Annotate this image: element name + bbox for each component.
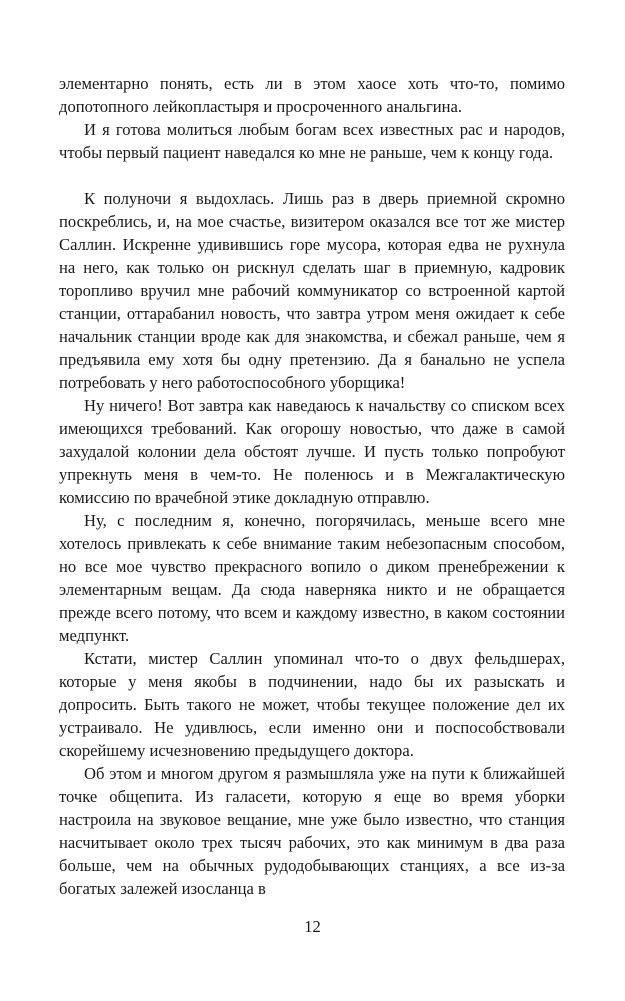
paragraph-3: К полуночи я выдохлась. Лишь раз в дверь приемной скромно поскреблись, и, на мое счастье, визитером оказался все тот же мистер Саллин. Искренне удивившись горе мусора, которая едва не рухнула на него, как только он рискнул сделать шаг в приемную, кадровик торопливо вручил мне рабочий коммуникатор со встроенной картой станции, оттарабанил новость, что завтра утром меня ожидает к себе начальник станции вроде как для знакомства, и сбежал раньше, чем я предъявила ему хотя бы одну претензию. Да я банально не успела потребовать у него работоспособного уборщика! [59,189,565,392]
paragraph-6: Кстати, мистер Саллин упоминал что-то о двух фельдшерах, которые у меня якобы в подчинении, надо бы их разыскать и допросить. Быть такого не может, чтобы текущее положение дел их устраивало. Не удивлюсь, если именно они и поспособствовали скорейшему исчезновению предыдущего доктора. [59,649,565,760]
page-number: 12 [304,917,321,936]
page-body [59,72,565,900]
paragraph-5: Ну, с последним я, конечно, погорячилась, меньше всего мне хотелось привлекать к себе внимание таким небезопасным способом, но все мое чувство прекрасного вопило о диком пренебрежении к элементарным вещам. Да сюда наверняка никто и не обращается прежде всего потому, что всем и каждому известно, в каком состоянии медпункт. [59,511,565,645]
paragraph-4: Ну ничего! Вот завтра как наведаюсь к начальству со списком всех имеющихся требований. Как огорошу новостью, что даже в самой захудалой колонии дела обстоят лучше. И пусть только попробуют упрекнуть меня в чем-то. Не поленюсь и в Межгалактическую комиссию по врачебной этике докладную отправлю. [59,396,565,507]
paragraph-1: элементарно понять, есть ли в этом хаосе хоть что-то, помимо допотопного лейкопластыря и просроченного анальгина. [59,74,565,116]
paragraph-2: И я готова молиться любым богам всех известных рас и народов, чтобы первый пациент наведался ко мне не раньше, чем к концу года. [59,120,565,162]
paragraph-7: Об этом и многом другом я размышляла уже на пути к ближайшей точке общепита. Из галасети, которую я еще во время уборки настроила на звуковое вещание, мне уже было известно, что станция насчитывает около трех тысяч рабочих, это как минимум в два раза больше, чем на обычных рудодобывающих станциях, а все из-за богатых залежей изосланца в [59,764,565,898]
section-break [59,164,565,187]
